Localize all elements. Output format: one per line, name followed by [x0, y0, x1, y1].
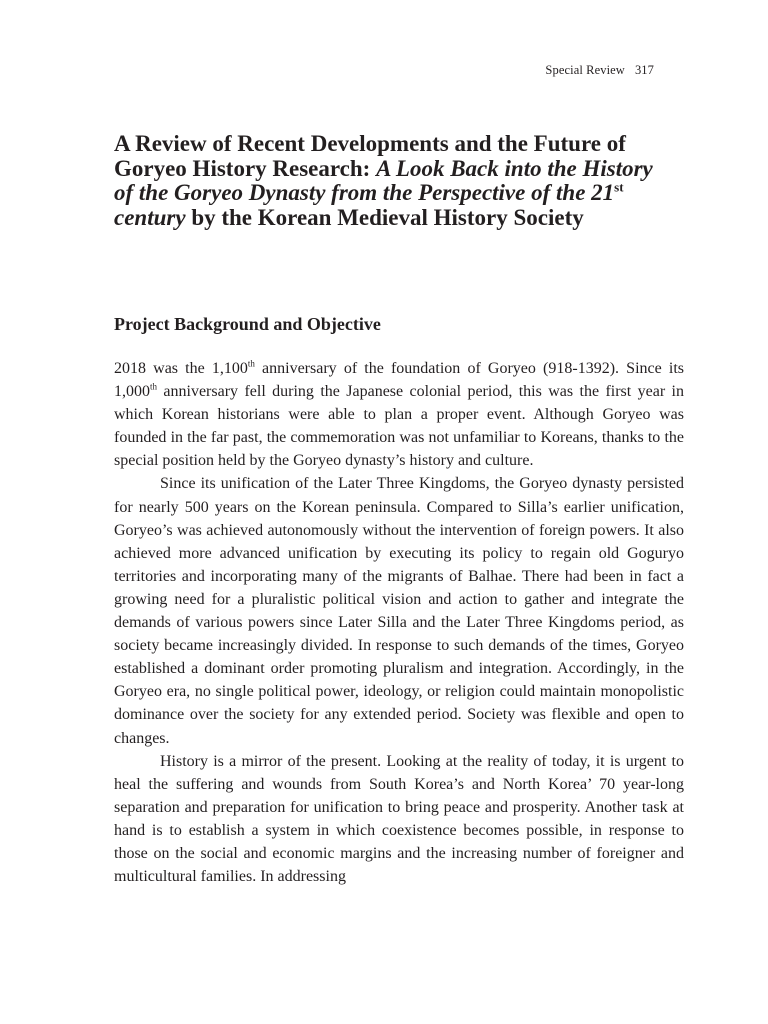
- paragraph-1: [114, 357, 684, 472]
- article-title: [114, 132, 674, 230]
- title-part4: by the Korean Medieval History Society: [185, 204, 584, 230]
- paragraph-2: Since its unification of the Later Three Kingdoms, the Goryeo dynasty persisted for nearly 500 years on the Korean peninsula. Compared to Silla’s earlier unification, Goryeo’s was achieved autonomously without the intervention of foreign powers. It also achieved more advanced unification by executing its policy to regain old Goguryo territories and incorporating many of the migrants of Balhae. There had been in fact a growing need for a pluralistic political vision and action to gather and integrate the demands of various powers since Later Silla and the Later Three Kingdoms period, as society became increasingly divided. In response to such demands of the times, Goryeo established a dominant order promoting pluralism and integration. Accordingly, in the Goryeo era, no single political power, ideology, or religion could maintain monopolistic dominance over the society for any extended period. Society was flexible and open to changes.: [114, 475, 684, 747]
- title-superscript: st: [614, 179, 624, 195]
- title-part2-italic: A Look Back into the History of the Goryeo Dynasty from the Perspective of the 21: [114, 155, 653, 206]
- p1-b: anniversary of the foundation of Goryeo (918-1392). Since its 1,000: [114, 360, 684, 401]
- p1-c: anniversary fell during the Japanese colonial period, this was the first year in which Korean historians were able to plan a proper event. Although Goryeo was founded in the far past, the commemoration was not unfamiliar to Koreans, thanks to the special position held by the Goryeo dynasty’s history and culture.: [114, 383, 684, 470]
- body-text: [114, 357, 684, 888]
- p1-sup1: th: [247, 358, 255, 369]
- p1-sup2: th: [150, 381, 158, 392]
- p1-a: 2018 was the 1,100: [114, 360, 248, 377]
- section-heading: Project Background and Objective: [114, 314, 381, 334]
- paragraph-3: History is a mirror of the present. Looking at the reality of today, it is urgent to heal the suffering and wounds from South Korea’s and North Korea’ 70 year-long separation and preparation for unification to bring peace and prosperity. Another task at hand is to establish a system in which coexistence becomes possible, in response to those on the social and economic margins and the increasing number of foreigner and multicultural families. In addressing: [114, 752, 684, 886]
- running-head-label: Special Review: [545, 63, 625, 77]
- title-part3-italic: century: [114, 204, 186, 230]
- page-number: 317: [634, 63, 654, 77]
- running-head: [545, 63, 654, 78]
- title-part1: A Review of Recent Developments and the Future of Goryeo History Research:: [114, 131, 626, 181]
